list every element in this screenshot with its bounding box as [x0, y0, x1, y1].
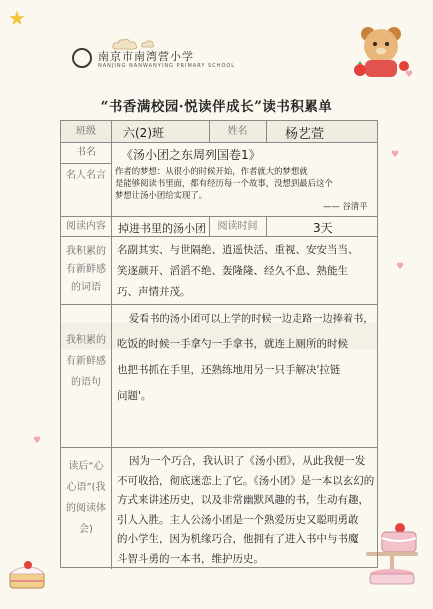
feeling-line: 斗智斗勇的一本书，维护历史。: [117, 552, 264, 565]
record-form: [60, 120, 378, 568]
sentences-label: 的语句: [71, 377, 101, 388]
page-title: “书香满校园·悦读伴成长”读书积累单: [100, 99, 333, 115]
sentences-line: 也把书抓在手里，还熟练地用另一只手解决'拉链: [117, 364, 341, 376]
sentences-line: 问题'。: [117, 390, 152, 402]
feeling-line: 的小学生，因为机缘巧合，他拥有了进入书中与书魔: [117, 533, 359, 545]
heart-icon: ♥: [405, 70, 414, 80]
heart-icon: ♥: [33, 436, 42, 446]
feeling-line: 不可收拾，彻底迷恋上了它。《汤小团》是一本以玄幻的: [117, 474, 375, 487]
quote-label: 名人名言: [66, 170, 106, 181]
words-label: 我积累的: [66, 246, 106, 257]
name-label: 姓名: [227, 126, 248, 137]
quote-line: 是能够阅读书里面，都有经历每一个故事，没想到最后这个: [115, 178, 333, 188]
words-line: 名副其实、与世隔绝、逍遥快活、重视、安安当当、: [117, 244, 359, 256]
feeling-label: 心语”(我: [66, 482, 106, 493]
cake-icon: [6, 556, 50, 592]
content-label: 阅读内容: [66, 221, 106, 232]
star-icon: ★: [8, 6, 26, 30]
bear-sticker-icon: [350, 22, 412, 82]
time-label: 阅读时间: [217, 221, 258, 232]
feeling-label: 的阅读体: [66, 503, 106, 514]
words-label: 有新鲜感: [66, 264, 106, 275]
heart-icon: ♥: [391, 150, 400, 160]
sentences-label: 有新鲜感: [66, 356, 106, 367]
quote-line: 作者的梦想：从很小的时候开始，作者就大的梦想就: [115, 166, 308, 176]
school-header: [72, 46, 236, 76]
quote-author: —— 谷清平: [323, 201, 368, 211]
feeling-label: 读后“心: [68, 461, 104, 472]
sentences-line: 吃饭的时候一手拿勺一手拿书，就连上厕所的时候: [117, 338, 348, 350]
school-english-name: NANJING NANWANYING PRIMARY SCHOOL: [98, 63, 236, 69]
school-logo-icon: [72, 48, 92, 68]
sentences-label: 我积累的: [66, 335, 106, 346]
book-value: 《汤小团之东周列国卷1》: [121, 148, 261, 162]
words-line: 巧、声情并茂。: [117, 286, 191, 298]
feeling-line: 方式来讲述历史，以及非常幽默风趣的书，生动有趣，: [117, 494, 369, 506]
feeling-line: 引人入胜。主人公汤小团是一个熟爱历史又聪明勇敢: [117, 513, 359, 526]
sentences-line: 爱看书的汤小团可以上学的时候一边走路一边捧着书，: [129, 314, 374, 325]
name-value: 杨艺萱: [285, 127, 325, 142]
class-label: 班级: [76, 126, 96, 137]
quote-line: 梦想让汤小团给实现了。: [115, 190, 208, 200]
words-label: 的词语: [71, 282, 101, 293]
words-line: 笑逐颜开、滔滔不绝、轰隆隆、经久不息、熟能生: [117, 265, 348, 277]
heart-icon: ♥: [396, 262, 405, 272]
class-value: 六(2)班: [123, 126, 164, 140]
book-label: 书名: [76, 147, 96, 158]
time-value: 3天: [313, 221, 333, 235]
feeling-label: 会): [79, 524, 93, 535]
school-name: 南京市南湾营小学: [98, 50, 194, 63]
content-value: 掉进书里的汤小团: [118, 222, 206, 235]
feeling-line: 因为一个巧合，我认识了《汤小团》，从此我便一发: [129, 455, 366, 467]
